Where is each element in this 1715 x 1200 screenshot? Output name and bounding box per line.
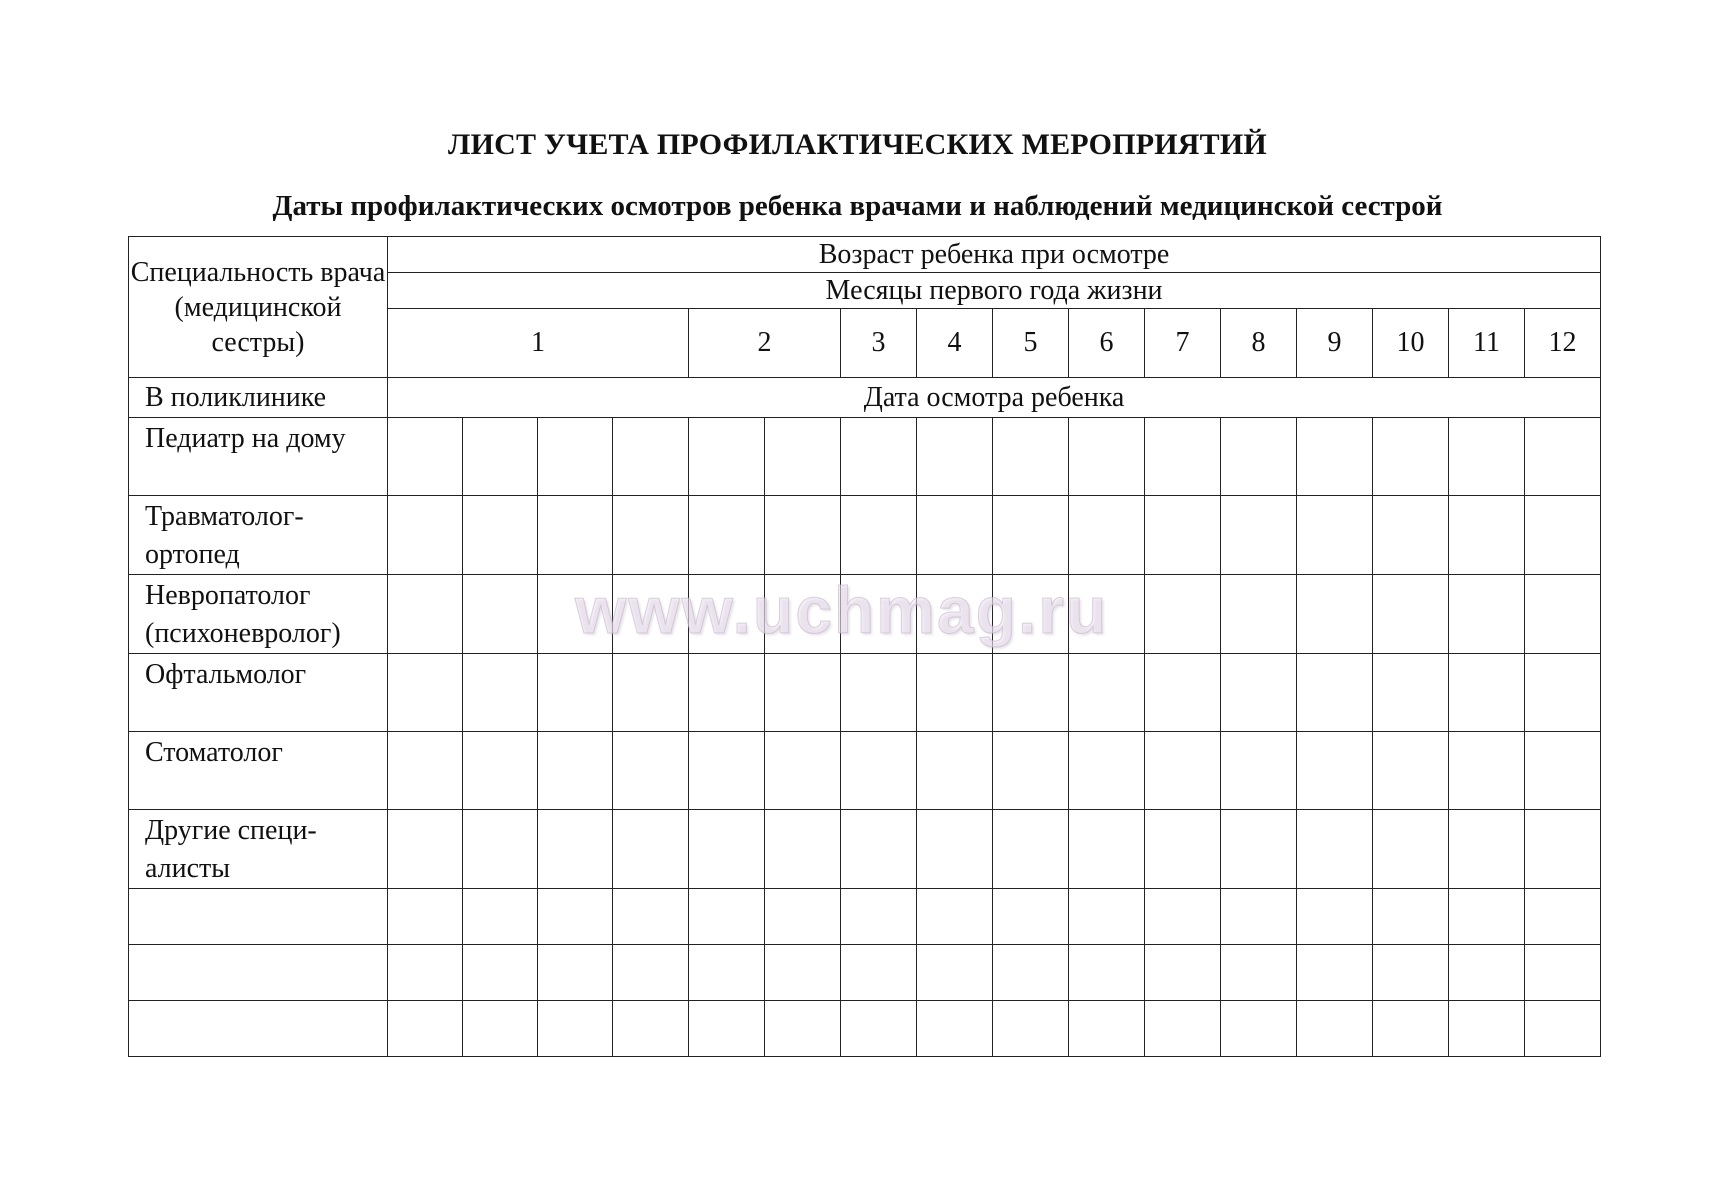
specialist-label: Травматолог-ортопед: [129, 496, 388, 575]
exam-date-cell[interactable]: [1145, 945, 1221, 1001]
exam-date-cell[interactable]: [1373, 889, 1449, 945]
exam-date-cell[interactable]: [1145, 810, 1221, 889]
exam-date-cell[interactable]: [1145, 732, 1221, 810]
month-11: 11: [1449, 309, 1525, 378]
exam-date-cell[interactable]: [765, 889, 841, 945]
exam-date-cell[interactable]: [388, 810, 463, 889]
exam-date-cell[interactable]: [1373, 1001, 1449, 1057]
exam-date-cell[interactable]: [1525, 418, 1601, 496]
exam-date-cell[interactable]: [1297, 945, 1373, 1001]
exam-date-cell[interactable]: [463, 418, 538, 496]
specialist-row: [129, 732, 1601, 810]
exam-date-cell[interactable]: [1069, 654, 1145, 732]
exam-date-cell[interactable]: [917, 496, 993, 575]
header-specialty: Специальность врача (медицинской сестры): [129, 237, 388, 378]
exam-date-cell[interactable]: [917, 654, 993, 732]
exam-date-cell[interactable]: [463, 810, 538, 889]
exam-date-cell[interactable]: [765, 575, 841, 654]
month-5: 5: [993, 309, 1069, 378]
month-3: 3: [841, 309, 917, 378]
exam-date-cell[interactable]: [689, 496, 765, 575]
specialist-label: Другие специ-алисты: [129, 810, 388, 889]
specialist-row: [129, 575, 1601, 654]
exam-date-cell[interactable]: [1221, 810, 1297, 889]
exam-date-cell[interactable]: [613, 418, 689, 496]
exam-date-cell[interactable]: [538, 575, 613, 654]
exam-date-cell[interactable]: [689, 889, 765, 945]
exam-date-cell[interactable]: [613, 810, 689, 889]
exam-date-cell[interactable]: [917, 418, 993, 496]
exam-date-cell[interactable]: [1297, 810, 1373, 889]
exam-date-cell[interactable]: [388, 496, 463, 575]
exam-date-cell[interactable]: [993, 945, 1069, 1001]
exam-date-cell[interactable]: [917, 889, 993, 945]
exam-date-cell[interactable]: [841, 810, 917, 889]
exam-date-cell[interactable]: [1525, 889, 1601, 945]
exam-date-cell[interactable]: [538, 945, 613, 1001]
exam-date-cell[interactable]: [1297, 654, 1373, 732]
month-9: 9: [1297, 309, 1373, 378]
exam-date-cell[interactable]: [689, 418, 765, 496]
exam-date-cell[interactable]: [388, 575, 463, 654]
exam-date-cell[interactable]: [1145, 889, 1221, 945]
exam-date-cell[interactable]: [1373, 575, 1449, 654]
exam-date-cell[interactable]: [841, 575, 917, 654]
exam-date-cell[interactable]: [1373, 732, 1449, 810]
exam-date-cell[interactable]: [463, 654, 538, 732]
exam-date-cell[interactable]: [538, 810, 613, 889]
specialist-row: [129, 945, 1601, 1001]
exam-date-cell[interactable]: [1449, 496, 1525, 575]
exam-date-cell[interactable]: [1221, 418, 1297, 496]
exam-date-label: Дата осмотра ребенка: [388, 378, 1601, 418]
exam-date-cell[interactable]: [463, 496, 538, 575]
month-8: 8: [1221, 309, 1297, 378]
exam-date-cell[interactable]: [765, 496, 841, 575]
exam-date-cell[interactable]: [765, 654, 841, 732]
exam-date-cell[interactable]: [1525, 575, 1601, 654]
exam-date-cell[interactable]: [1373, 496, 1449, 575]
exam-date-cell[interactable]: [388, 654, 463, 732]
exam-date-cell[interactable]: [1069, 889, 1145, 945]
exam-date-cell[interactable]: [388, 418, 463, 496]
exam-date-cell[interactable]: [1373, 654, 1449, 732]
exam-date-cell[interactable]: [1221, 654, 1297, 732]
exam-date-cell[interactable]: [1069, 810, 1145, 889]
exam-date-cell[interactable]: [1373, 810, 1449, 889]
document-subtitle: Даты профилактических осмотров ребенка врачами и наблюдений медицинской сестрой: [272, 190, 1443, 222]
exam-date-cell[interactable]: [1069, 496, 1145, 575]
exam-date-cell[interactable]: [1449, 810, 1525, 889]
exam-date-cell[interactable]: [1069, 945, 1145, 1001]
exam-date-cell[interactable]: [689, 810, 765, 889]
exam-date-cell[interactable]: [993, 418, 1069, 496]
exam-date-cell[interactable]: [538, 1001, 613, 1057]
exam-date-cell[interactable]: [1069, 575, 1145, 654]
exam-date-cell[interactable]: [613, 1001, 689, 1057]
exam-date-cell[interactable]: [463, 1001, 538, 1057]
exam-date-cell[interactable]: [1145, 575, 1221, 654]
exam-date-cell[interactable]: [1525, 496, 1601, 575]
exam-date-cell[interactable]: [1297, 418, 1373, 496]
exam-date-cell[interactable]: [689, 575, 765, 654]
document-title: ЛИСТ УЧЕТА ПРОФИЛАКТИЧЕСКИХ МЕРОПРИЯТИЙ: [448, 128, 1267, 161]
exam-date-cell[interactable]: [1145, 1001, 1221, 1057]
exam-date-cell[interactable]: [1221, 732, 1297, 810]
header-age: Возраст ребенка при осмотре: [388, 237, 1601, 273]
exam-date-cell[interactable]: [463, 575, 538, 654]
exam-date-cell[interactable]: [841, 418, 917, 496]
exam-date-cell[interactable]: [538, 496, 613, 575]
month-12: 12: [1525, 309, 1601, 378]
exam-date-cell[interactable]: [1297, 496, 1373, 575]
month-6: 6: [1069, 309, 1145, 378]
exam-date-cell[interactable]: [538, 654, 613, 732]
exam-date-cell[interactable]: [1221, 496, 1297, 575]
exam-date-cell[interactable]: [841, 889, 917, 945]
exam-date-cell[interactable]: [1069, 732, 1145, 810]
specialist-row: [129, 810, 1601, 889]
specialist-row: [129, 889, 1601, 945]
exam-date-cell[interactable]: [1221, 945, 1297, 1001]
exam-date-cell[interactable]: [1297, 1001, 1373, 1057]
exam-date-cell[interactable]: [765, 418, 841, 496]
exam-date-cell[interactable]: [1221, 1001, 1297, 1057]
exam-date-cell[interactable]: [841, 732, 917, 810]
specialist-label: Стоматолог: [129, 732, 388, 810]
exam-date-cell[interactable]: [613, 654, 689, 732]
exam-date-cell[interactable]: [1145, 654, 1221, 732]
exam-date-cell[interactable]: [1373, 418, 1449, 496]
exam-date-cell[interactable]: [538, 889, 613, 945]
exam-date-cell[interactable]: [689, 945, 765, 1001]
exam-date-cell[interactable]: [993, 732, 1069, 810]
month-1: 1: [388, 309, 689, 378]
specialist-label: [129, 945, 388, 1001]
exam-date-cell[interactable]: [538, 418, 613, 496]
exam-date-cell[interactable]: [917, 810, 993, 889]
specialist-row: [129, 496, 1601, 575]
exam-date-cell[interactable]: [1525, 1001, 1601, 1057]
header-months: Месяцы первого года жизни: [388, 273, 1601, 309]
exam-date-cell[interactable]: [388, 889, 463, 945]
exam-date-cell[interactable]: [993, 810, 1069, 889]
exam-date-cell[interactable]: [1449, 418, 1525, 496]
exam-date-cell[interactable]: [1449, 1001, 1525, 1057]
exam-date-cell[interactable]: [1449, 575, 1525, 654]
specialist-label: Невропатолог (психоневролог): [129, 575, 388, 654]
month-2: 2: [689, 309, 841, 378]
exam-date-cell[interactable]: [1297, 889, 1373, 945]
exam-date-cell[interactable]: [1449, 945, 1525, 1001]
specialist-label: [129, 1001, 388, 1057]
specialist-label: Офтальмолог: [129, 654, 388, 732]
exam-date-cell[interactable]: [917, 945, 993, 1001]
exam-date-cell[interactable]: [388, 732, 463, 810]
exam-date-cell[interactable]: [917, 575, 993, 654]
exam-date-cell[interactable]: [463, 889, 538, 945]
exam-date-cell[interactable]: [388, 945, 463, 1001]
exam-date-cell[interactable]: [1525, 810, 1601, 889]
month-4: 4: [917, 309, 993, 378]
exam-date-cell[interactable]: [613, 575, 689, 654]
exam-date-cell[interactable]: [1525, 945, 1601, 1001]
specialist-label: [129, 889, 388, 945]
exam-date-cell[interactable]: [613, 945, 689, 1001]
exam-date-cell[interactable]: [993, 889, 1069, 945]
exam-date-cell[interactable]: [993, 575, 1069, 654]
month-10: 10: [1373, 309, 1449, 378]
exam-date-cell[interactable]: [917, 732, 993, 810]
exam-date-cell[interactable]: [765, 732, 841, 810]
exam-date-cell[interactable]: [1525, 654, 1601, 732]
exam-date-cell[interactable]: [538, 732, 613, 810]
exam-date-cell[interactable]: [993, 1001, 1069, 1057]
exam-date-cell[interactable]: [689, 1001, 765, 1057]
exam-date-cell[interactable]: [1297, 732, 1373, 810]
exam-date-cell[interactable]: [1069, 418, 1145, 496]
exam-date-cell[interactable]: [841, 1001, 917, 1057]
exam-date-cell[interactable]: [1145, 418, 1221, 496]
exam-date-cell[interactable]: [765, 1001, 841, 1057]
exam-date-cell[interactable]: [1449, 889, 1525, 945]
exam-date-cell[interactable]: [463, 945, 538, 1001]
exam-date-cell[interactable]: [841, 496, 917, 575]
specialist-label: Педиатр на дому: [129, 418, 388, 496]
specialist-row: [129, 654, 1601, 732]
watermark: www.uchmag.ru: [575, 573, 1109, 647]
examination-table: [128, 236, 1601, 1057]
exam-date-cell[interactable]: [841, 945, 917, 1001]
specialist-row: [129, 418, 1601, 496]
month-7: 7: [1145, 309, 1221, 378]
specialist-row: [129, 1001, 1601, 1057]
exam-date-cell[interactable]: [993, 654, 1069, 732]
exam-date-cell[interactable]: [463, 732, 538, 810]
exam-date-cell[interactable]: [689, 654, 765, 732]
exam-date-cell[interactable]: [1145, 496, 1221, 575]
exam-date-cell[interactable]: [689, 732, 765, 810]
exam-date-cell[interactable]: [1221, 575, 1297, 654]
exam-date-cell[interactable]: [1069, 1001, 1145, 1057]
exam-date-cell[interactable]: [765, 810, 841, 889]
exam-date-cell[interactable]: [917, 1001, 993, 1057]
exam-date-cell[interactable]: [613, 496, 689, 575]
exam-date-cell[interactable]: [613, 732, 689, 810]
exam-date-cell[interactable]: [841, 654, 917, 732]
exam-date-cell[interactable]: [1525, 732, 1601, 810]
polyclinic-label: В поликлинике: [129, 378, 388, 418]
exam-date-cell[interactable]: [1297, 575, 1373, 654]
exam-date-cell[interactable]: [1449, 732, 1525, 810]
exam-date-cell[interactable]: [1449, 654, 1525, 732]
exam-date-cell[interactable]: [1221, 889, 1297, 945]
exam-date-cell[interactable]: [613, 889, 689, 945]
exam-date-cell[interactable]: [765, 945, 841, 1001]
exam-date-cell[interactable]: [993, 496, 1069, 575]
exam-date-cell[interactable]: [1373, 945, 1449, 1001]
exam-date-cell[interactable]: [388, 1001, 463, 1057]
